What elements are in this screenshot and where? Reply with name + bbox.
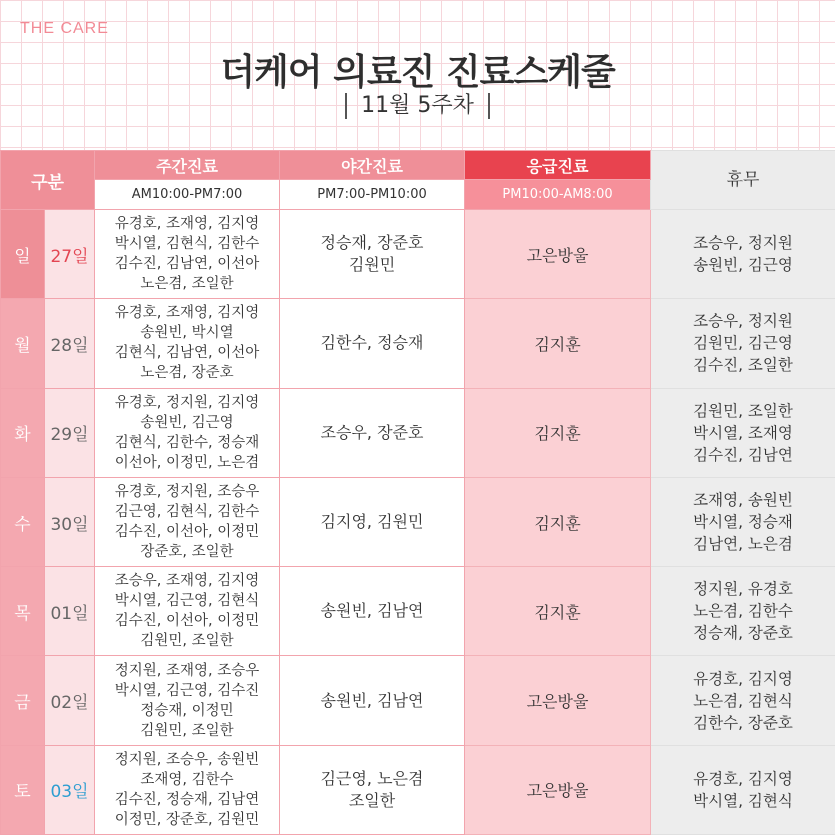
date-cell: 30일	[45, 477, 95, 566]
off-line: 노은겸, 김한수	[693, 602, 793, 621]
night-shift-cell	[280, 656, 465, 745]
week-subtitle: 11월 5주차	[345, 93, 490, 119]
emergency-cell: 고은방울	[465, 745, 651, 834]
night-shift-cell	[280, 210, 465, 299]
night-line: 김원민	[348, 255, 396, 275]
day-line: 박시열, 김근영, 김수진	[114, 682, 260, 699]
header-gubun: 구분	[1, 151, 95, 210]
off-cell	[651, 567, 835, 656]
day-shift-cell	[95, 210, 280, 299]
night-shift-cell	[280, 477, 465, 566]
day-line: 정승재, 이정민	[140, 702, 234, 719]
date-cell: 03일	[45, 745, 95, 834]
date-cell: 02일	[45, 656, 95, 745]
day-shift-cell	[95, 477, 280, 566]
off-line: 박시열, 정승재	[693, 513, 793, 532]
emergency-cell: 고은방울	[465, 210, 651, 299]
weekday-cell: 금	[1, 656, 45, 745]
off-line: 박시열, 김현식	[693, 791, 793, 810]
night-line: 김지영, 김원민	[320, 512, 424, 532]
schedule-row	[1, 477, 835, 566]
off-line: 정지원, 유경호	[693, 580, 793, 599]
day-line: 송원빈, 박시열	[140, 325, 234, 342]
night-line: 조일한	[348, 790, 396, 810]
day-line: 김원민, 조일한	[140, 633, 234, 650]
day-line: 김수진, 김남연, 이선아	[114, 256, 260, 273]
schedule-table	[0, 150, 835, 835]
emergency-cell: 김지훈	[465, 477, 651, 566]
day-line: 김원민, 조일한	[140, 722, 234, 739]
off-line: 정승재, 장준호	[693, 624, 793, 643]
off-cell	[651, 210, 835, 299]
day-line: 이정민, 장준호, 김원민	[114, 811, 260, 828]
off-line: 김남연, 노은겸	[693, 535, 793, 554]
header-emergency-time: PM10:00-AM8:00	[465, 180, 651, 210]
day-line: 정지원, 조재영, 조승우	[114, 662, 260, 679]
emergency-cell: 고은방울	[465, 656, 651, 745]
schedule-row	[1, 299, 835, 388]
day-shift-cell	[95, 656, 280, 745]
date-cell: 27일	[45, 210, 95, 299]
weekday-cell: 수	[1, 477, 45, 566]
night-line: 송원빈, 김남연	[320, 690, 424, 710]
day-line: 유경호, 정지원, 조승우	[114, 484, 260, 501]
emergency-cell: 김지훈	[465, 388, 651, 477]
schedule-row	[1, 656, 835, 745]
day-line: 이선아, 이정민, 노은겸	[114, 454, 260, 471]
off-line: 조재영, 송원빈	[693, 491, 793, 510]
day-line: 유경호, 조재영, 김지영	[114, 305, 260, 322]
night-line: 조승우, 장준호	[320, 422, 424, 442]
off-line: 김수진, 김남연	[693, 445, 793, 464]
header-emergency: 응급진료	[465, 151, 651, 180]
brand-logo-text: THE CARE	[20, 20, 109, 37]
weekday-cell: 화	[1, 388, 45, 477]
weekday-cell: 일	[1, 210, 45, 299]
off-line: 김원민, 조일한	[693, 401, 793, 420]
off-line: 박시열, 조재영	[693, 423, 793, 442]
subtitle-wrap	[0, 93, 835, 119]
day-line: 노은겸, 조일한	[140, 276, 234, 293]
schedule-row	[1, 210, 835, 299]
night-shift-cell	[280, 299, 465, 388]
off-line: 김한수, 장준호	[693, 713, 793, 732]
header-night-time: PM7:00-PM10:00	[280, 180, 465, 210]
day-line: 김수진, 정승재, 김남연	[114, 791, 260, 808]
night-shift-cell	[280, 745, 465, 834]
day-shift-cell	[95, 299, 280, 388]
day-line: 장준호, 조일한	[140, 544, 234, 561]
date-cell: 28일	[45, 299, 95, 388]
day-line: 조승우, 조재영, 김지영	[114, 573, 260, 590]
emergency-cell: 김지훈	[465, 567, 651, 656]
header-night-shift: 야간진료	[280, 151, 465, 180]
off-line: 조승우, 정지원	[693, 312, 793, 331]
off-line: 김원민, 김근영	[693, 334, 793, 353]
off-line: 유경호, 김지영	[693, 669, 793, 688]
day-shift-cell	[95, 388, 280, 477]
weekday-cell: 토	[1, 745, 45, 834]
date-cell: 29일	[45, 388, 95, 477]
day-line: 유경호, 정지원, 김지영	[114, 394, 260, 411]
day-line: 정지원, 조승우, 송원빈	[114, 751, 260, 768]
day-line: 송원빈, 김근영	[140, 414, 234, 431]
header-off: 휴무	[651, 151, 835, 210]
header-day-shift: 주간진료	[95, 151, 280, 180]
day-line: 김현식, 김한수, 정승재	[114, 434, 260, 451]
day-line: 박시열, 김현식, 김한수	[114, 236, 260, 253]
day-line: 노은겸, 장준호	[140, 365, 234, 382]
off-cell	[651, 656, 835, 745]
night-shift-cell	[280, 388, 465, 477]
off-line: 노은겸, 김현식	[693, 691, 793, 710]
schedule-row	[1, 388, 835, 477]
off-cell	[651, 477, 835, 566]
off-cell	[651, 745, 835, 834]
night-line: 김근영, 노은겸	[320, 768, 424, 788]
schedule-body	[1, 210, 835, 835]
day-line: 조재영, 김한수	[140, 771, 234, 788]
off-line: 김수진, 조일한	[693, 356, 793, 375]
day-line: 김근영, 김현식, 김한수	[114, 504, 260, 521]
emergency-cell: 김지훈	[465, 299, 651, 388]
off-cell	[651, 299, 835, 388]
date-cell: 01일	[45, 567, 95, 656]
page-title: 더케어 의료진 진료스케줄	[220, 52, 615, 93]
off-line: 유경호, 김지영	[693, 769, 793, 788]
weekday-cell: 목	[1, 567, 45, 656]
day-line: 박시열, 김근영, 김현식	[114, 593, 260, 610]
schedule-row	[1, 745, 835, 834]
day-line: 김수진, 이선아, 이정민	[114, 524, 260, 541]
off-cell	[651, 388, 835, 477]
off-line: 송원빈, 김근영	[693, 256, 793, 275]
weekday-cell: 월	[1, 299, 45, 388]
night-line: 정승재, 장준호	[320, 233, 424, 253]
day-line: 김현식, 김남연, 이선아	[114, 345, 260, 362]
header-day-time: AM10:00-PM7:00	[95, 180, 280, 210]
day-shift-cell	[95, 745, 280, 834]
night-line: 김한수, 정승재	[320, 333, 424, 353]
schedule-row	[1, 567, 835, 656]
night-shift-cell	[280, 567, 465, 656]
day-line: 김수진, 이선아, 이정민	[114, 613, 260, 630]
off-line: 조승우, 정지원	[693, 234, 793, 253]
day-shift-cell	[95, 567, 280, 656]
night-line: 송원빈, 김남연	[320, 601, 424, 621]
day-line: 유경호, 조재영, 김지영	[114, 216, 260, 233]
